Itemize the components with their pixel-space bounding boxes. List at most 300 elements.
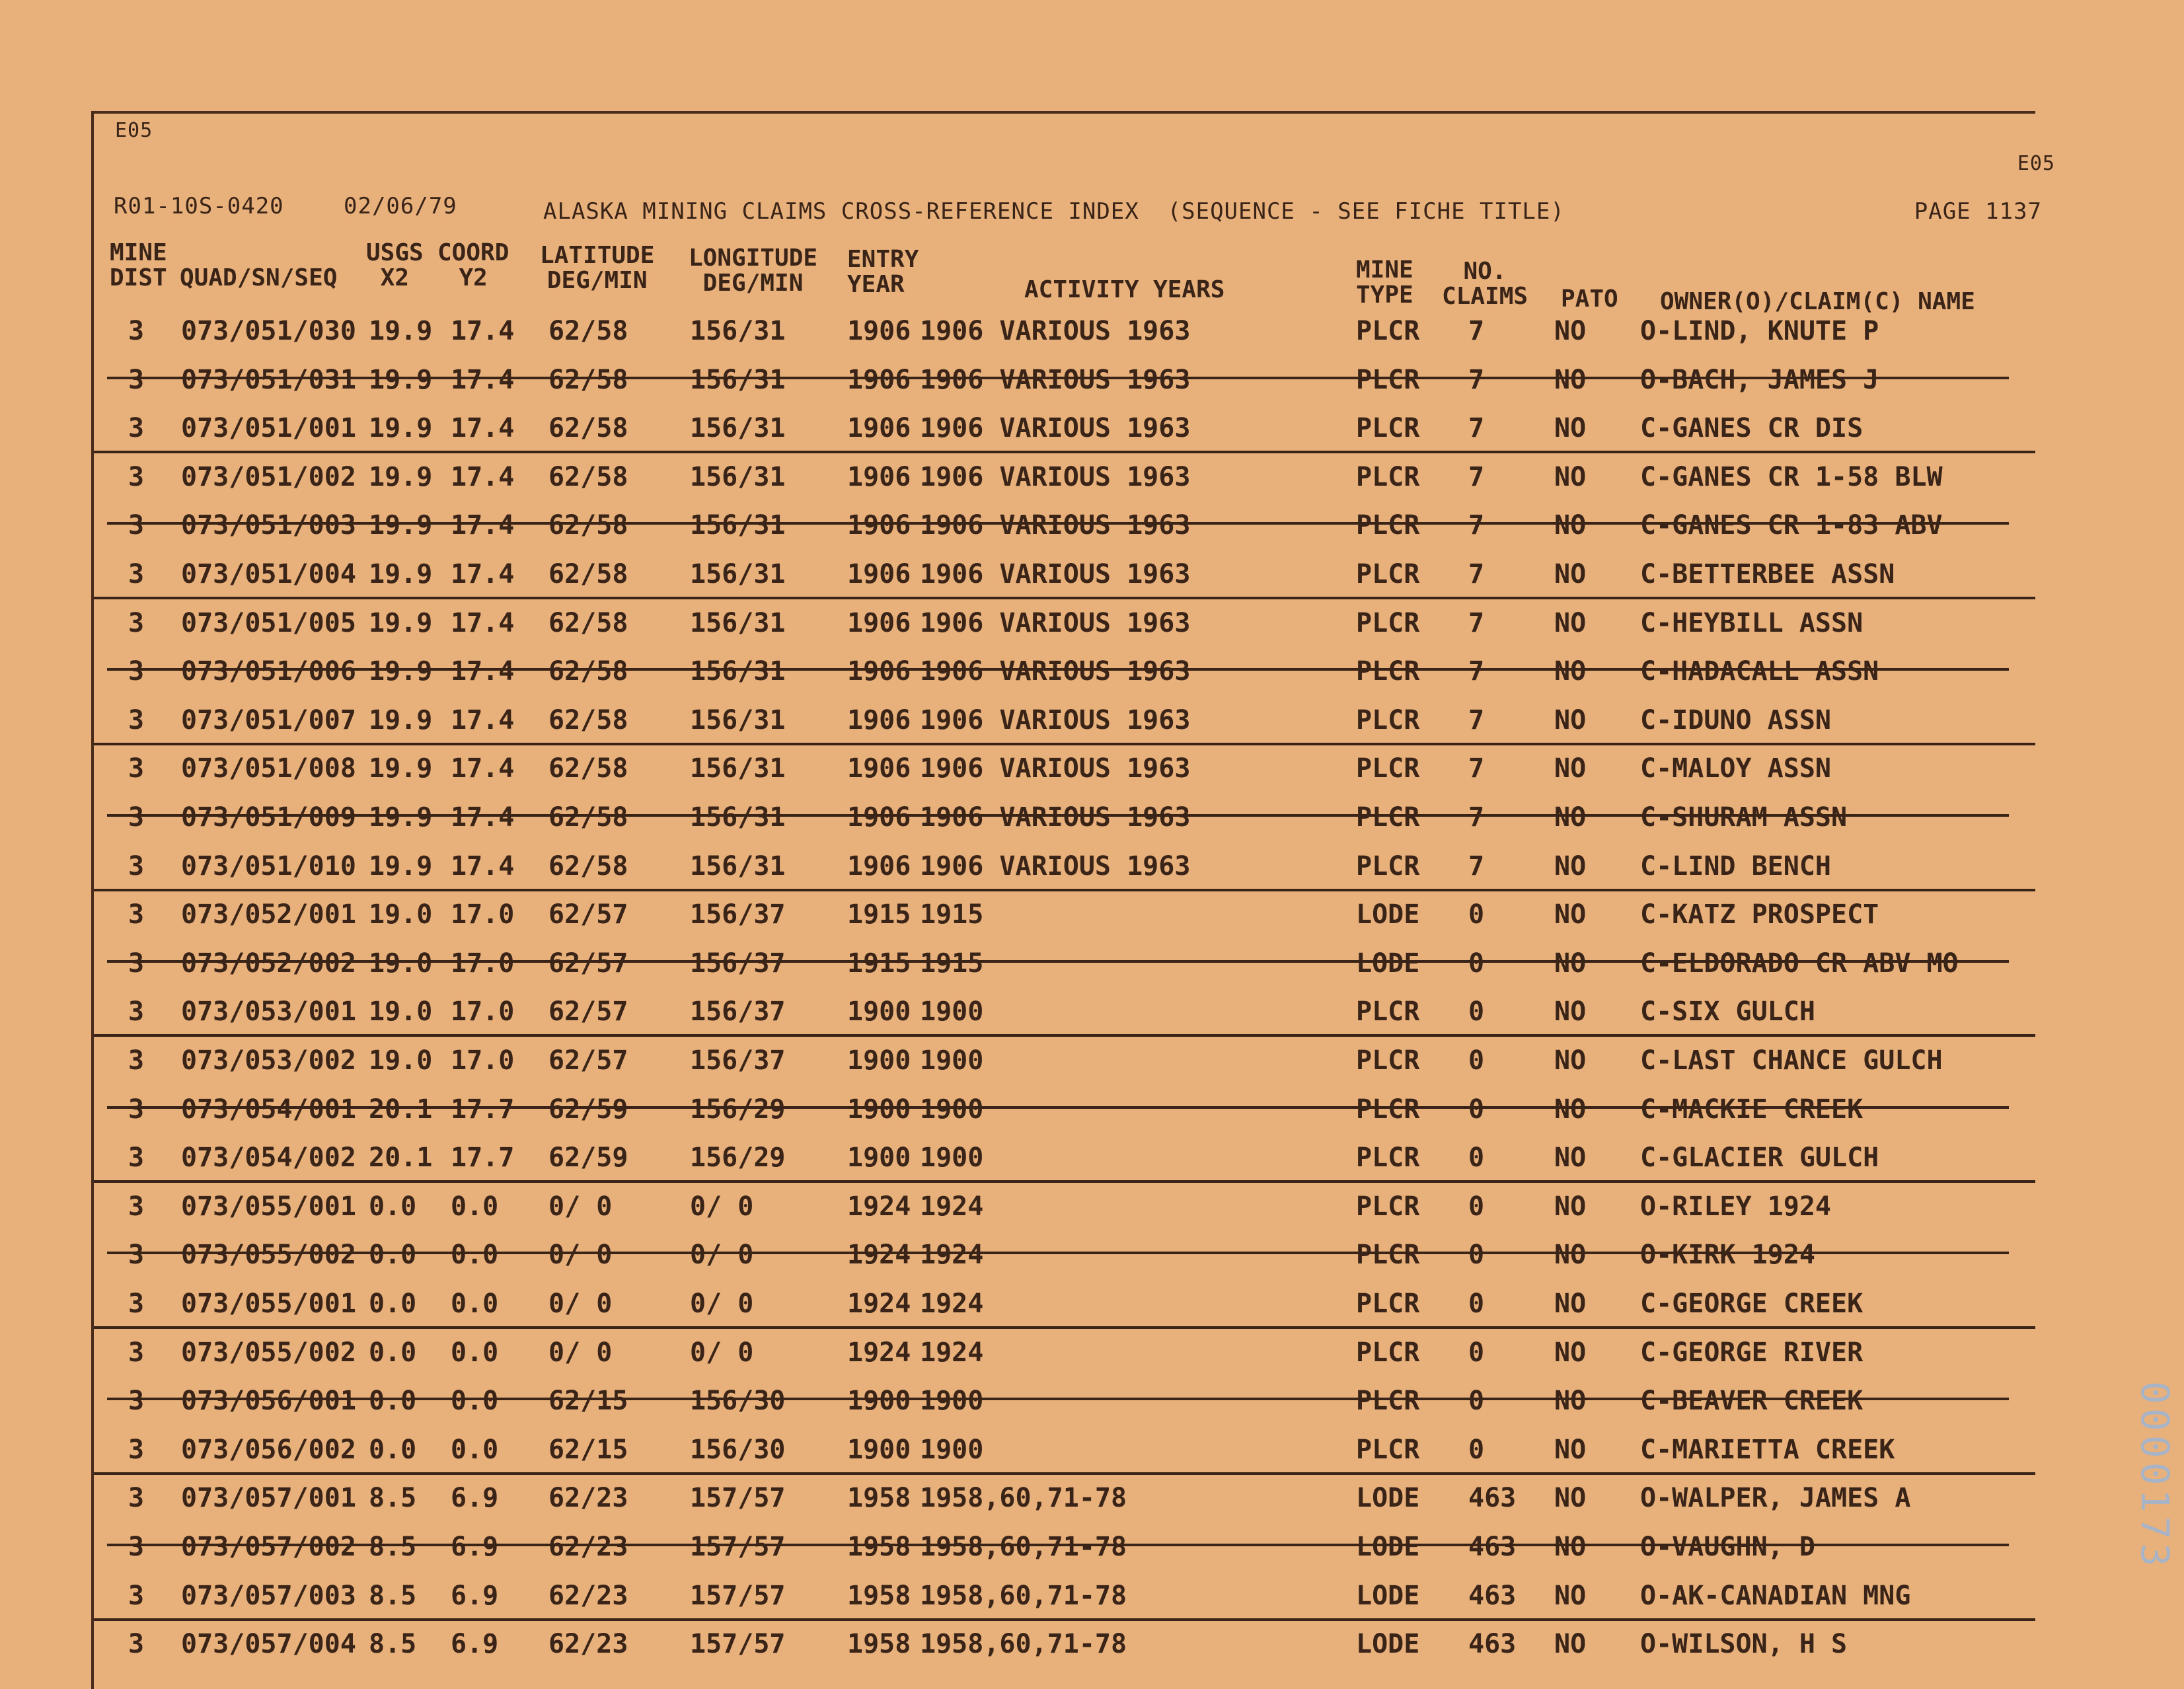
table-row — [94, 1521, 2035, 1569]
cell-lon: 156/29 — [690, 1094, 786, 1125]
cell-activity: 1924 — [920, 1240, 984, 1271]
cell-lat: 62/59 — [548, 1094, 628, 1125]
cell-lat: 62/15 — [548, 1434, 628, 1465]
cell-type: PLCR — [1356, 413, 1420, 444]
cell-entry: 1958 — [847, 1580, 911, 1611]
cell-owner: C-GEORGE CREEK — [1640, 1289, 1864, 1319]
cell-x2: 19.0 — [369, 996, 433, 1028]
cell-dist: 3 — [128, 1434, 145, 1465]
cell-quad: 073/057/002 — [181, 1532, 356, 1562]
cell-entry: 1958 — [847, 1483, 911, 1514]
cell-pato: NO — [1554, 1143, 1587, 1174]
cell-claims: 463 — [1468, 1483, 1517, 1514]
cell-lat: 62/58 — [548, 510, 628, 541]
cell-dist: 3 — [128, 1386, 145, 1417]
cell-lat: 62/58 — [548, 802, 628, 833]
col-x2: USGS X2 — [366, 239, 424, 291]
cell-lat: 62/58 — [548, 656, 628, 687]
cell-x2: 19.0 — [369, 1045, 433, 1076]
cell-lon: 156/31 — [690, 704, 786, 735]
cell-lat: 62/58 — [548, 704, 628, 735]
table-row — [94, 841, 2035, 891]
page-label: PAGE 1137 — [1914, 198, 2042, 225]
cell-y2: 17.0 — [451, 948, 515, 979]
cell-activity: 1924 — [920, 1191, 984, 1222]
cell-owner: C-SIX GULCH — [1640, 996, 1815, 1028]
cell-owner: O-VAUGHN, D — [1640, 1532, 1815, 1562]
cell-entry: 1906 — [847, 559, 911, 589]
cell-lat: 62/58 — [548, 413, 628, 444]
cell-x2: 19.9 — [369, 802, 433, 833]
cell-claims: 0 — [1468, 1143, 1485, 1174]
cell-activity: 1900 — [920, 1386, 984, 1417]
cell-lon: 156/31 — [690, 753, 786, 784]
cell-entry: 1915 — [847, 948, 911, 979]
cell-owner: C-LIND BENCH — [1640, 850, 1831, 882]
cell-claims: 0 — [1468, 1386, 1485, 1417]
cell-activity: 1915 — [920, 948, 984, 979]
cell-type: PLCR — [1356, 996, 1420, 1028]
cell-y2: 17.4 — [451, 413, 515, 444]
cell-activity: 1958,60,71-78 — [920, 1532, 1127, 1562]
cell-x2: 19.9 — [369, 704, 433, 735]
cell-owner: C-GEORGE RIVER — [1640, 1337, 1864, 1368]
cell-activity: 1915 — [920, 899, 984, 930]
cell-activity: 1906 VARIOUS 1963 — [920, 656, 1191, 687]
cell-activity: 1900 — [920, 1143, 984, 1174]
cell-x2: 19.9 — [369, 559, 433, 589]
cell-activity: 1906 VARIOUS 1963 — [920, 753, 1191, 784]
cell-owner: C-BEAVER CREEK — [1640, 1386, 1864, 1417]
cell-activity: 1958,60,71-78 — [920, 1629, 1127, 1660]
table-row — [94, 986, 2035, 1037]
cell-quad: 073/051/031 — [181, 364, 356, 395]
cell-type: PLCR — [1356, 316, 1420, 346]
cell-owner: O-BACH, JAMES J — [1640, 364, 1879, 395]
cell-dist: 3 — [128, 559, 145, 589]
cell-x2: 20.1 — [369, 1094, 433, 1125]
cell-lon: 157/57 — [690, 1580, 786, 1611]
cell-dist: 3 — [128, 1532, 145, 1562]
cell-y2: 6.9 — [451, 1532, 499, 1562]
cell-entry: 1906 — [847, 704, 911, 735]
cell-activity: 1900 — [920, 1045, 984, 1076]
cell-lon: 156/37 — [690, 1045, 786, 1076]
cell-y2: 0.0 — [451, 1386, 499, 1417]
cell-claims: 0 — [1468, 1337, 1485, 1368]
cell-x2: 19.0 — [369, 899, 433, 930]
col-latitude: LATITUDE DEG/MIN — [540, 242, 655, 294]
cell-y2: 17.7 — [451, 1094, 515, 1125]
cell-lat: 0/ 0 — [548, 1240, 613, 1271]
cell-lon: 156/31 — [690, 364, 786, 395]
cell-y2: 17.7 — [451, 1143, 515, 1174]
cell-lat: 62/23 — [548, 1629, 628, 1660]
cell-dist: 3 — [128, 316, 145, 346]
col-mine-type: MINE TYPE — [1356, 256, 1413, 309]
cell-y2: 17.0 — [451, 899, 515, 930]
col-owner-claim-name: OWNER(O)/CLAIM(C) NAME — [1660, 288, 1975, 315]
cell-type: LODE — [1356, 899, 1420, 930]
col-activity-years: ACTIVITY YEARS — [1024, 276, 1225, 303]
cell-y2: 17.4 — [451, 753, 515, 784]
cell-claims: 463 — [1468, 1580, 1517, 1611]
cell-y2: 0.0 — [451, 1240, 499, 1271]
cell-lat: 62/58 — [548, 364, 628, 395]
table-row — [94, 1327, 2035, 1375]
cell-lon: 156/31 — [690, 802, 786, 833]
cell-type: LODE — [1356, 1532, 1420, 1562]
cell-lat: 62/58 — [548, 607, 628, 638]
cell-lon: 156/30 — [690, 1434, 786, 1465]
cell-x2: 19.9 — [369, 461, 433, 492]
cell-quad: 073/051/030 — [181, 316, 356, 346]
cell-y2: 17.4 — [451, 850, 515, 882]
table-row — [94, 402, 2035, 453]
cell-entry: 1924 — [847, 1191, 911, 1222]
cell-activity: 1958,60,71-78 — [920, 1580, 1127, 1611]
cell-pato: NO — [1554, 364, 1587, 395]
cell-entry: 1900 — [847, 996, 911, 1028]
cell-lon: 0/ 0 — [690, 1337, 754, 1368]
cell-lat: 62/23 — [548, 1580, 628, 1611]
cell-quad: 073/051/007 — [181, 704, 356, 735]
cell-y2: 17.4 — [451, 559, 515, 589]
cell-owner: C-MALOY ASSN — [1640, 753, 1831, 784]
cell-owner: C-GANES CR 1-58 BLW — [1640, 461, 1943, 492]
cell-lon: 156/29 — [690, 1143, 786, 1174]
frame-code-right: E05 — [2017, 152, 2055, 175]
cell-y2: 6.9 — [451, 1580, 499, 1611]
cell-pato: NO — [1554, 1045, 1587, 1076]
cell-x2: 19.9 — [369, 364, 433, 395]
cell-pato: NO — [1554, 461, 1587, 492]
cell-x2: 8.5 — [369, 1483, 417, 1514]
cell-dist: 3 — [128, 1629, 145, 1660]
cell-activity: 1906 VARIOUS 1963 — [920, 461, 1191, 492]
cell-entry: 1915 — [847, 899, 911, 930]
cell-claims: 7 — [1468, 316, 1485, 346]
cell-pato: NO — [1554, 510, 1587, 541]
cell-entry: 1906 — [847, 461, 911, 492]
cell-claims: 7 — [1468, 364, 1485, 395]
cell-dist: 3 — [128, 1580, 145, 1611]
cell-type: PLCR — [1356, 1191, 1420, 1222]
cell-pato: NO — [1554, 753, 1587, 784]
cell-activity: 1906 VARIOUS 1963 — [920, 850, 1191, 882]
cell-owner: O-LIND, KNUTE P — [1640, 316, 1879, 346]
cell-lat: 62/15 — [548, 1386, 628, 1417]
cell-type: PLCR — [1356, 364, 1420, 395]
cell-entry: 1924 — [847, 1240, 911, 1271]
cell-type: PLCR — [1356, 1094, 1420, 1125]
table-row — [94, 451, 2035, 500]
cell-activity: 1958,60,71-78 — [920, 1483, 1127, 1514]
cell-owner: C-MARIETTA CREEK — [1640, 1434, 1895, 1465]
cell-x2: 19.9 — [369, 753, 433, 784]
cell-type: PLCR — [1356, 1434, 1420, 1465]
cell-lon: 156/31 — [690, 656, 786, 687]
cell-dist: 3 — [128, 607, 145, 638]
cell-owner: C-BETTERBEE ASSN — [1640, 559, 1895, 589]
cell-x2: 19.9 — [369, 607, 433, 638]
cell-x2: 19.9 — [369, 510, 433, 541]
cell-claims: 0 — [1468, 1045, 1485, 1076]
cell-entry: 1906 — [847, 364, 911, 395]
table-row — [94, 1229, 2035, 1277]
cell-type: PLCR — [1356, 1143, 1420, 1174]
cell-owner: C-ELDORADO CR ABV MO — [1640, 948, 1959, 979]
cell-owner: C-HADACALL ASSN — [1640, 656, 1879, 687]
cell-type: PLCR — [1356, 510, 1420, 541]
table-row — [94, 792, 2035, 840]
cell-dist: 3 — [128, 413, 145, 444]
cell-owner: O-RILEY 1924 — [1640, 1191, 1831, 1222]
cell-y2: 17.4 — [451, 656, 515, 687]
cell-lat: 62/58 — [548, 753, 628, 784]
cell-dist: 3 — [128, 1337, 145, 1368]
cell-dist: 3 — [128, 1240, 145, 1271]
cell-owner: O-AK-CANADIAN MNG — [1640, 1580, 1911, 1611]
cell-lat: 62/57 — [548, 1045, 628, 1076]
cell-x2: 19.9 — [369, 413, 433, 444]
cell-lat: 62/58 — [548, 850, 628, 882]
cell-claims: 0 — [1468, 899, 1485, 930]
cell-pato: NO — [1554, 1094, 1587, 1125]
cell-lon: 0/ 0 — [690, 1191, 754, 1222]
cell-claims: 0 — [1468, 1434, 1485, 1465]
col-y2: COORD Y2 — [437, 239, 509, 291]
cell-pato: NO — [1554, 802, 1587, 833]
cell-claims: 0 — [1468, 948, 1485, 979]
cell-pato: NO — [1554, 899, 1587, 930]
cell-x2: 0.0 — [369, 1191, 417, 1222]
cell-quad: 073/057/001 — [181, 1483, 356, 1514]
cell-quad: 073/051/010 — [181, 850, 356, 882]
cell-dist: 3 — [128, 704, 145, 735]
cell-type: PLCR — [1356, 753, 1420, 784]
cell-y2: 17.4 — [451, 461, 515, 492]
cell-pato: NO — [1554, 607, 1587, 638]
cell-claims: 0 — [1468, 1240, 1485, 1271]
cell-dist: 3 — [128, 461, 145, 492]
cell-claims: 7 — [1468, 850, 1485, 882]
cell-quad: 073/056/001 — [181, 1386, 356, 1417]
cell-claims: 463 — [1468, 1629, 1517, 1660]
table-row — [94, 1035, 2035, 1083]
table-row — [94, 597, 2035, 646]
cell-pato: NO — [1554, 1434, 1587, 1465]
cell-quad: 073/052/001 — [181, 899, 356, 930]
cell-claims: 7 — [1468, 413, 1485, 444]
cell-y2: 17.0 — [451, 1045, 515, 1076]
report-title: ALASKA MINING CLAIMS CROSS-REFERENCE INDEX (SEQUENCE - SEE FICHE TITLE) — [543, 198, 1565, 225]
table-row — [94, 1084, 2035, 1132]
cell-x2: 8.5 — [369, 1629, 417, 1660]
cell-owner: C-KATZ PROSPECT — [1640, 899, 1879, 930]
cell-y2: 17.4 — [451, 316, 515, 346]
cell-y2: 17.4 — [451, 510, 515, 541]
cell-activity: 1906 VARIOUS 1963 — [920, 559, 1191, 589]
cell-lat: 62/58 — [548, 461, 628, 492]
cell-dist: 3 — [128, 996, 145, 1028]
cell-lat: 62/23 — [548, 1483, 628, 1514]
cell-x2: 0.0 — [369, 1240, 417, 1271]
cell-dist: 3 — [128, 1191, 145, 1222]
cell-pato: NO — [1554, 559, 1587, 589]
cell-lat: 62/59 — [548, 1143, 628, 1174]
cell-quad: 073/055/001 — [181, 1289, 356, 1319]
cell-claims: 0 — [1468, 1191, 1485, 1222]
table-row — [94, 1424, 2035, 1475]
cell-quad: 073/051/009 — [181, 802, 356, 833]
cell-entry: 1924 — [847, 1289, 911, 1319]
cell-lon: 156/30 — [690, 1386, 786, 1417]
cell-lon: 0/ 0 — [690, 1289, 754, 1319]
cell-entry: 1924 — [847, 1337, 911, 1368]
cell-dist: 3 — [128, 1143, 145, 1174]
cell-owner: C-GLACIER GULCH — [1640, 1143, 1879, 1174]
cell-type: LODE — [1356, 948, 1420, 979]
cell-x2: 19.9 — [369, 850, 433, 882]
cell-quad: 073/053/002 — [181, 1045, 356, 1076]
cell-owner: C-MACKIE CREEK — [1640, 1094, 1864, 1125]
cell-quad: 073/053/001 — [181, 996, 356, 1028]
cell-pato: NO — [1554, 704, 1587, 735]
cell-type: PLCR — [1356, 850, 1420, 882]
cell-type: PLCR — [1356, 1045, 1420, 1076]
col-quad: QUAD/SN/SEQ — [180, 264, 338, 291]
cell-lat: 62/57 — [548, 899, 628, 930]
cell-type: LODE — [1356, 1580, 1420, 1611]
cell-activity: 1906 VARIOUS 1963 — [920, 413, 1191, 444]
cell-lon: 0/ 0 — [690, 1240, 754, 1271]
cell-type: PLCR — [1356, 1240, 1420, 1271]
cell-type: PLCR — [1356, 1289, 1420, 1319]
table-row — [94, 889, 2035, 937]
cell-dist: 3 — [128, 510, 145, 541]
cell-activity: 1906 VARIOUS 1963 — [920, 316, 1191, 346]
cell-lon: 156/31 — [690, 461, 786, 492]
cell-owner: C-LAST CHANCE GULCH — [1640, 1045, 1943, 1076]
cell-pato: NO — [1554, 850, 1587, 882]
cell-type: PLCR — [1356, 656, 1420, 687]
cell-dist: 3 — [128, 899, 145, 930]
table-row — [94, 646, 2035, 694]
cell-claims: 7 — [1468, 802, 1485, 833]
cell-lon: 157/57 — [690, 1532, 786, 1562]
cell-entry: 1906 — [847, 850, 911, 882]
cell-entry: 1906 — [847, 802, 911, 833]
cell-claims: 7 — [1468, 656, 1485, 687]
cell-pato: NO — [1554, 948, 1587, 979]
cell-x2: 19.9 — [369, 656, 433, 687]
cell-activity: 1924 — [920, 1337, 984, 1368]
cell-dist: 3 — [128, 948, 145, 979]
cell-lat: 0/ 0 — [548, 1337, 613, 1368]
report-sheet — [91, 111, 2055, 1689]
table-row — [94, 694, 2035, 745]
cell-lon: 156/37 — [690, 996, 786, 1028]
table-row — [94, 1278, 2035, 1329]
cell-x2: 0.0 — [369, 1289, 417, 1319]
cell-owner: C-GANES CR DIS — [1640, 413, 1864, 444]
cell-quad: 073/051/002 — [181, 461, 356, 492]
cell-pato: NO — [1554, 316, 1587, 346]
col-mine-dist: MINE DIST — [110, 239, 167, 291]
cell-x2: 0.0 — [369, 1434, 417, 1465]
cell-entry: 1900 — [847, 1434, 911, 1465]
cell-owner: O-WILSON, H S — [1640, 1629, 1848, 1660]
cell-dist: 3 — [128, 850, 145, 882]
cell-y2: 17.0 — [451, 996, 515, 1028]
cell-dist: 3 — [128, 1045, 145, 1076]
cell-claims: 7 — [1468, 559, 1485, 589]
cell-lat: 62/57 — [548, 948, 628, 979]
cell-claims: 7 — [1468, 607, 1485, 638]
cell-lat: 62/23 — [548, 1532, 628, 1562]
cell-dist: 3 — [128, 1289, 145, 1319]
cell-x2: 8.5 — [369, 1580, 417, 1611]
cell-activity: 1924 — [920, 1289, 984, 1319]
table-row — [94, 938, 2035, 986]
cell-owner: C-HEYBILL ASSN — [1640, 607, 1864, 638]
cell-y2: 17.4 — [451, 607, 515, 638]
table-row — [94, 1181, 2035, 1229]
cell-entry: 1906 — [847, 413, 911, 444]
cell-activity: 1906 VARIOUS 1963 — [920, 607, 1191, 638]
cell-type: PLCR — [1356, 1337, 1420, 1368]
cell-pato: NO — [1554, 1289, 1587, 1319]
cell-pato: NO — [1554, 1580, 1587, 1611]
cell-dist: 3 — [128, 656, 145, 687]
cell-claims: 0 — [1468, 1094, 1485, 1125]
cell-quad: 073/055/001 — [181, 1191, 356, 1222]
cell-y2: 6.9 — [451, 1629, 499, 1660]
cell-activity: 1900 — [920, 996, 984, 1028]
cell-lon: 156/37 — [690, 899, 786, 930]
cell-owner: O-WALPER, JAMES A — [1640, 1483, 1911, 1514]
cell-lat: 62/58 — [548, 316, 628, 346]
cell-type: PLCR — [1356, 461, 1420, 492]
cell-claims: 7 — [1468, 510, 1485, 541]
cell-entry: 1900 — [847, 1143, 911, 1174]
cell-dist: 3 — [128, 364, 145, 395]
cell-y2: 0.0 — [451, 1337, 499, 1368]
cell-lat: 62/57 — [548, 996, 628, 1028]
cell-pato: NO — [1554, 1337, 1587, 1368]
cell-quad: 073/056/002 — [181, 1434, 356, 1465]
cell-pato: NO — [1554, 656, 1587, 687]
cell-quad: 073/057/004 — [181, 1629, 356, 1660]
table-row — [94, 1618, 2035, 1667]
cell-type: PLCR — [1356, 559, 1420, 589]
cell-entry: 1906 — [847, 316, 911, 346]
cell-quad: 073/054/001 — [181, 1094, 356, 1125]
cell-quad: 073/055/002 — [181, 1240, 356, 1271]
cell-quad: 073/051/004 — [181, 559, 356, 589]
cell-activity: 1900 — [920, 1434, 984, 1465]
cell-y2: 17.4 — [451, 802, 515, 833]
cell-owner: O-KIRK 1924 — [1640, 1240, 1815, 1271]
cell-type: LODE — [1356, 1629, 1420, 1660]
cell-type: PLCR — [1356, 607, 1420, 638]
table-row — [94, 500, 2035, 548]
cell-entry: 1906 — [847, 753, 911, 784]
cell-pato: NO — [1554, 1386, 1587, 1417]
cell-y2: 6.9 — [451, 1483, 499, 1514]
cell-entry: 1900 — [847, 1045, 911, 1076]
